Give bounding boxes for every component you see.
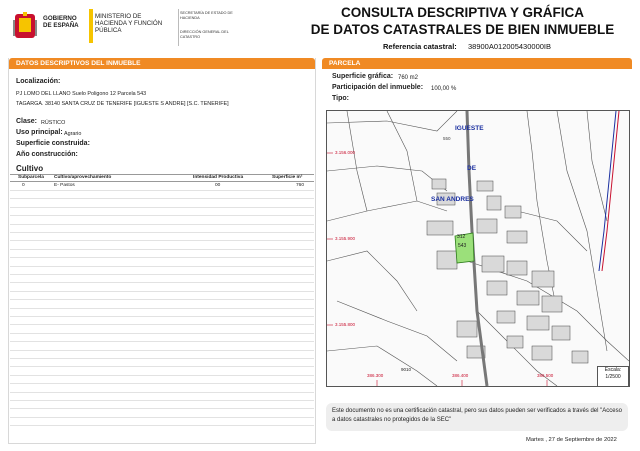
- boundary-line-blue: [599, 111, 616, 271]
- cultivo-cell-intensidad: 00: [215, 183, 221, 188]
- cultivo-row-rule: [10, 198, 314, 199]
- spain-coat-of-arms-icon: [12, 10, 38, 44]
- boundary-line: [602, 111, 619, 271]
- col-superficie: Superficie m²: [272, 175, 303, 180]
- parcel-bar: PARCELA: [322, 58, 632, 69]
- cultivo-row-rule: [10, 249, 314, 250]
- building-blocks: [427, 179, 588, 363]
- participacion-label: Participación del inmueble:: [332, 84, 424, 91]
- scale-label: Escala:: [604, 367, 622, 373]
- direccion-label: DIRECCIÓN GENERAL DEL CATASTRO: [180, 30, 229, 39]
- cultivo-title: Cultivo: [16, 164, 44, 173]
- cultivo-row-rule: [10, 383, 314, 384]
- descriptive-data-panel: [8, 58, 316, 444]
- header-divider: [178, 9, 179, 46]
- ministry-band: [89, 9, 93, 43]
- y-label-2: 3.155.900: [335, 236, 356, 241]
- col-intensidad: Intensidad Productiva: [193, 175, 244, 180]
- cultivo-row-rule: [10, 215, 314, 216]
- ref-value: 38900A012005430000IB: [468, 42, 551, 51]
- cultivo-row-rule: [10, 392, 314, 393]
- cultivo-row-rule: [10, 324, 314, 325]
- uso-value: Agrario: [64, 130, 82, 137]
- cultivo-row-rule: [10, 316, 314, 317]
- cadastral-map[interactable]: [326, 110, 630, 387]
- participacion-value: 100,00 %: [431, 86, 457, 92]
- document-date: Martes , 27 de Septiembre de 2022: [526, 437, 617, 443]
- cultivo-row-rule: [10, 308, 314, 309]
- cultivo-header-rule: [10, 181, 314, 182]
- cultivo-row-rule: [10, 417, 314, 418]
- cultivo-row-rule: [10, 291, 314, 292]
- clase-label: Clase:: [16, 118, 38, 125]
- cultivo-row-rule: [10, 207, 314, 208]
- x-label-3: 386.500: [537, 373, 554, 378]
- cultivo-row-rule: [10, 232, 314, 233]
- secretaria-label: SECRETARÍA DE ESTADO DE HACIENDA: [180, 11, 233, 20]
- parcel-number-550: 550: [443, 136, 451, 141]
- page-title-line1: CONSULTA DESCRIPTIVA Y GRÁFICA: [340, 5, 584, 20]
- scale-value: 1/2500: [605, 373, 621, 380]
- disclaimer-text: Este documento no es una certificación catastral, pero sus datos pueden ser verificados a través del "Acceso a datos catastrales no protegidos de la SEC": [332, 408, 622, 423]
- cultivo-row-rule: [10, 282, 314, 283]
- map-label-igueste: IGUESTE: [455, 125, 484, 132]
- x-label-1: 386.300: [367, 373, 384, 378]
- parcel-number-543: 543: [458, 243, 467, 249]
- parcel-number-312: 312: [457, 234, 466, 240]
- ref-label: Referencia catastral:: [383, 42, 457, 51]
- page-title-line2: DE DATOS CATASTRALES DE BIEN INMUEBLE: [310, 22, 615, 37]
- cultivo-cell-superficie: 760: [296, 183, 305, 188]
- clase-value: RÚSTICO: [41, 119, 66, 126]
- y-label-1: 3.156.000: [335, 150, 356, 155]
- cultivo-row-rule: [10, 190, 314, 191]
- tipo-label: Tipo:: [332, 95, 349, 102]
- col-subparcela: Subparcela: [18, 175, 44, 180]
- cultivo-cell-cultivo: E- Pastos: [54, 183, 75, 188]
- cultivo-row-rule: [10, 341, 314, 342]
- cultivo-row-rule: [10, 274, 314, 275]
- localizacion-line2: TAGARGA. 38140 SANTA CRUZ DE TENERIFE [IGUESTE S ANDRE] [S.C. TENERIFE]: [16, 101, 229, 107]
- localizacion-line1: PJ LOMO DEL LLANO Suelo Poligono 12 Parcela 543: [16, 91, 147, 97]
- cultivo-row-rule: [10, 425, 314, 426]
- localizacion-label: Localización:: [16, 78, 61, 85]
- parcel-lines: [327, 111, 629, 386]
- cadastral-map-svg: [327, 111, 629, 386]
- map-number-9010: 9010: [401, 367, 412, 372]
- cultivo-cell-subparcela: 0: [22, 183, 25, 188]
- y-label-3: 3.155.800: [335, 322, 356, 327]
- cultivo-row-rule: [10, 375, 314, 376]
- cultivo-row-rule: [10, 299, 314, 300]
- x-label-2: 386.400: [452, 373, 469, 378]
- cultivo-row-rule: [10, 408, 314, 409]
- cultivo-row-rule: [10, 358, 314, 359]
- gov-label: GOBIERNO DE ESPAÑA: [43, 15, 79, 30]
- cultivo-row-rule: [10, 333, 314, 334]
- scale-box: [597, 366, 629, 387]
- cultivo-row-rule: [10, 350, 314, 351]
- col-cultivo: Cultivo/aprovechamiento: [54, 175, 112, 180]
- cultivo-row-rule: [10, 266, 314, 267]
- uso-label: Uso principal:: [16, 129, 63, 136]
- descriptive-data-bar: DATOS DESCRIPTIVOS DEL INMUEBLE: [9, 58, 315, 69]
- cultivo-row-rule: [10, 366, 314, 367]
- cultivo-row-rule: [10, 400, 314, 401]
- superficie-construida-label: Superficie construida:: [16, 140, 90, 147]
- ano-construccion-label: Año construcción:: [16, 151, 78, 158]
- sup-grafica-value: 760 m2: [398, 75, 419, 81]
- map-label-de: DE: [467, 165, 477, 172]
- sup-grafica-label: Superficie gráfica:: [332, 73, 394, 80]
- ministry-label: MINISTERIO DE HACIENDA Y FUNCIÓN PÚBLICA: [95, 13, 163, 35]
- cultivo-row-rule: [10, 224, 314, 225]
- cultivo-row-rule: [10, 240, 314, 241]
- map-label-san-andres: SAN ANDRES: [431, 196, 474, 203]
- cultivo-row-rule: [10, 257, 314, 258]
